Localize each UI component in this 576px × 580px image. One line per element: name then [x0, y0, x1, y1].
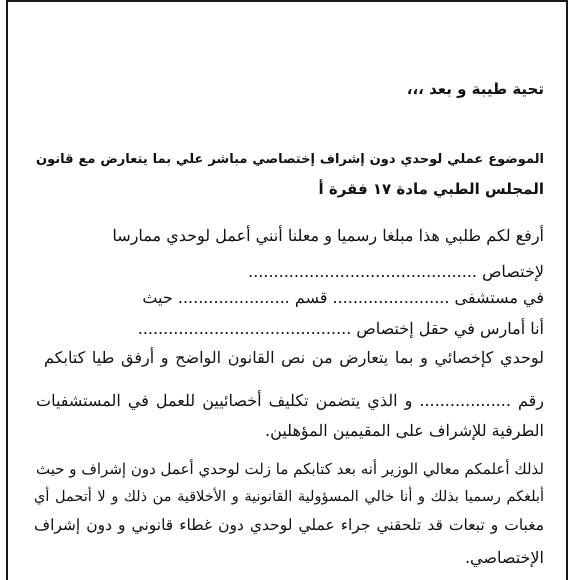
body-line-7: الطرفية للإشراف على المقيمين المؤهلين. [265, 421, 544, 440]
body-line-11: الإختصاصي. [464, 548, 544, 567]
body-line-1: أرفع لكم طلبي هذا مبلغا رسميا و معلنا أنني أعمل لوحدي ممارسا [112, 226, 544, 245]
body-line-8: لذلك أعلمكم معالي الوزير أنه بعد كتابكم ما زلت لوحدي أعمل دون إشراف و حيث [36, 460, 544, 478]
page-border-top [6, 0, 568, 2]
body-line-5: لوحدي كإخصائي و بما يتعارض من نص القانون الواضح و أرفق طيا كتابكم [44, 348, 544, 367]
page-border-left [6, 0, 8, 580]
greeting: تحية طيبة و بعد ،،، [406, 80, 544, 98]
body-line-3: في مستشفى ....................... قسم ...................... حيث [142, 288, 544, 307]
page-border-right [566, 0, 568, 580]
subject-line-1: الموضوع عملي لوحدي دون إشراف إختصاصي مباشر علي بما يتعارض مع قانون [36, 152, 544, 167]
subject-line-2: المجلس الطبي مادة ١٧ فقرة أ [318, 180, 544, 198]
body-line-6: رقم .................. و الذي يتضمن تكليف أخصائيين للعمل في المستشفيات [36, 391, 544, 410]
body-line-10: مغبات و تبعات قد تلحقني جراء عملي لوحدي دون غطاء قانوني و دون إشراف [34, 516, 544, 534]
body-line-4: أنا أمارس في حقل إختصاص .......................................... [137, 319, 544, 338]
body-line-2: لإختصاص ............................................. [248, 262, 544, 281]
body-line-9: أبلغكم رسميا بذلك و أنا خالي المسؤولية القانونية و الأخلاقية من ذلك و لا أتحمل أي [34, 489, 544, 505]
